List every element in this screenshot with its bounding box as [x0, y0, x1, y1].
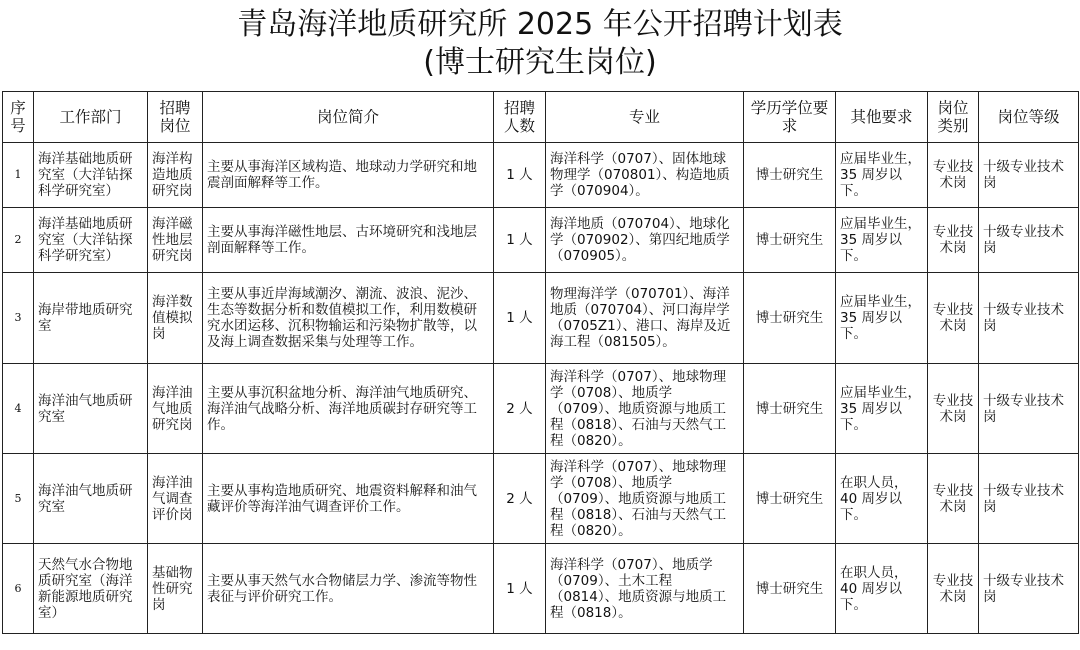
- table-header-row: [3, 92, 1079, 143]
- header-other: 其他要求: [836, 92, 928, 143]
- cell-major: 海洋科学（0707）、地质学（0709）、土木工程（0814）、地质资源与地质工程（0818）。: [546, 544, 744, 634]
- header-type: 岗位类别: [928, 92, 979, 143]
- title-line-2: (博士研究生岗位): [423, 45, 657, 80]
- cell-other: 应届毕业生，35 周岁以下。: [836, 364, 928, 454]
- cell-level: 十级专业技术岗: [979, 208, 1079, 273]
- cell-department: 天然气水合物地质研究室（海洋新能源地质研究室）: [34, 544, 148, 634]
- cell-other: 应届毕业生，35 周岁以下。: [836, 273, 928, 364]
- cell-major: 海洋科学（0707）、固体地球物理学（070801）、构造地质学（070904）。: [546, 143, 744, 208]
- cell-department: 海洋基础地质研究室（大洋钻探科学研究室）: [34, 208, 148, 273]
- table-row: [3, 273, 1079, 364]
- table-row: [3, 208, 1079, 273]
- cell-index: 3: [3, 273, 34, 364]
- cell-major: 海洋地质（070704）、地球化学（070902）、第四纪地质学（070905）。: [546, 208, 744, 273]
- cell-level: 十级专业技术岗: [979, 454, 1079, 544]
- recruitment-plan-table: [2, 91, 1079, 634]
- cell-index: 1: [3, 143, 34, 208]
- cell-index: 4: [3, 364, 34, 454]
- cell-post: 海洋磁性地层研究岗: [148, 208, 203, 273]
- cell-post: 基础物性研究岗: [148, 544, 203, 634]
- cell-index: 6: [3, 544, 34, 634]
- cell-level: 十级专业技术岗: [979, 544, 1079, 634]
- cell-type: 专业技术岗: [928, 454, 979, 544]
- cell-other: 在职人员，40 周岁以下。: [836, 454, 928, 544]
- cell-type: 专业技术岗: [928, 544, 979, 634]
- table-row: [3, 454, 1079, 544]
- cell-post: 海洋油气地质研究岗: [148, 364, 203, 454]
- cell-other: 在职人员，40 周岁以下。: [836, 544, 928, 634]
- cell-index: 2: [3, 208, 34, 273]
- cell-level: 十级专业技术岗: [979, 273, 1079, 364]
- document-title: [0, 0, 1080, 82]
- header-post: 招聘岗位: [148, 92, 203, 143]
- cell-education: 博士研究生: [744, 143, 836, 208]
- cell-count: 1 人: [494, 143, 546, 208]
- cell-post: 海洋构造地质研究岗: [148, 143, 203, 208]
- cell-major: 海洋科学（0707）、地球物理学（0708）、地质学（0709）、地质资源与地质工程（0818）、石油与天然气工程（0820）。: [546, 454, 744, 544]
- cell-count: 2 人: [494, 454, 546, 544]
- table-row: [3, 544, 1079, 634]
- cell-count: 1 人: [494, 273, 546, 364]
- header-count: 招聘人数: [494, 92, 546, 143]
- cell-department: 海岸带地质研究室: [34, 273, 148, 364]
- header-department: 工作部门: [34, 92, 148, 143]
- cell-education: 博士研究生: [744, 364, 836, 454]
- table-row: [3, 364, 1079, 454]
- title-line-1: 青岛海洋地质研究所 2025 年公开招聘计划表: [237, 7, 843, 42]
- cell-education: 博士研究生: [744, 454, 836, 544]
- table-row: [3, 143, 1079, 208]
- cell-description: 主要从事沉积盆地分析、海洋油气地质研究、海洋油气战略分析、海洋地质碳封存研究等工作。: [203, 364, 494, 454]
- header-major: 专业: [546, 92, 744, 143]
- header-description: 岗位简介: [203, 92, 494, 143]
- cell-major: 物理海洋学（070701）、海洋地质（070704）、河口海岸学（0705Z1）、港口、海岸及近海工程（081505）。: [546, 273, 744, 364]
- cell-type: 专业技术岗: [928, 208, 979, 273]
- cell-level: 十级专业技术岗: [979, 143, 1079, 208]
- header-level: 岗位等级: [979, 92, 1079, 143]
- cell-level: 十级专业技术岗: [979, 364, 1079, 454]
- cell-department: 海洋油气地质研究室: [34, 454, 148, 544]
- cell-type: 专业技术岗: [928, 273, 979, 364]
- cell-post: 海洋数值模拟岗: [148, 273, 203, 364]
- cell-count: 2 人: [494, 364, 546, 454]
- header-index: 序号: [3, 92, 34, 143]
- cell-description: 主要从事海洋区域构造、地球动力学研究和地震剖面解释等工作。: [203, 143, 494, 208]
- cell-description: 主要从事天然气水合物储层力学、渗流等物性表征与评价研究工作。: [203, 544, 494, 634]
- cell-other: 应届毕业生，35 周岁以下。: [836, 208, 928, 273]
- cell-education: 博士研究生: [744, 208, 836, 273]
- cell-count: 1 人: [494, 544, 546, 634]
- cell-post: 海洋油气调查评价岗: [148, 454, 203, 544]
- cell-type: 专业技术岗: [928, 364, 979, 454]
- cell-education: 博士研究生: [744, 273, 836, 364]
- header-education: 学历学位要求: [744, 92, 836, 143]
- cell-other: 应届毕业生，35 周岁以下。: [836, 143, 928, 208]
- cell-type: 专业技术岗: [928, 143, 979, 208]
- cell-department: 海洋油气地质研究室: [34, 364, 148, 454]
- cell-education: 博士研究生: [744, 544, 836, 634]
- cell-description: 主要从事近岸海域潮汐、潮流、波浪、泥沙、生态等数据分析和数值模拟工作，利用数模研究水团运移、沉积物输运和污染物扩散等，以及海上调查数据采集与处理等工作。: [203, 273, 494, 364]
- cell-count: 1 人: [494, 208, 546, 273]
- cell-department: 海洋基础地质研究室（大洋钻探科学研究室）: [34, 143, 148, 208]
- cell-description: 主要从事构造地质研究、地震资料解释和油气藏评价等海洋油气调查评价工作。: [203, 454, 494, 544]
- cell-description: 主要从事海洋磁性地层、古环境研究和浅地层剖面解释等工作。: [203, 208, 494, 273]
- cell-major: 海洋科学（0707）、地球物理学（0708）、地质学（0709）、地质资源与地质工程（0818）、石油与天然气工程（0820）。: [546, 364, 744, 454]
- cell-index: 5: [3, 454, 34, 544]
